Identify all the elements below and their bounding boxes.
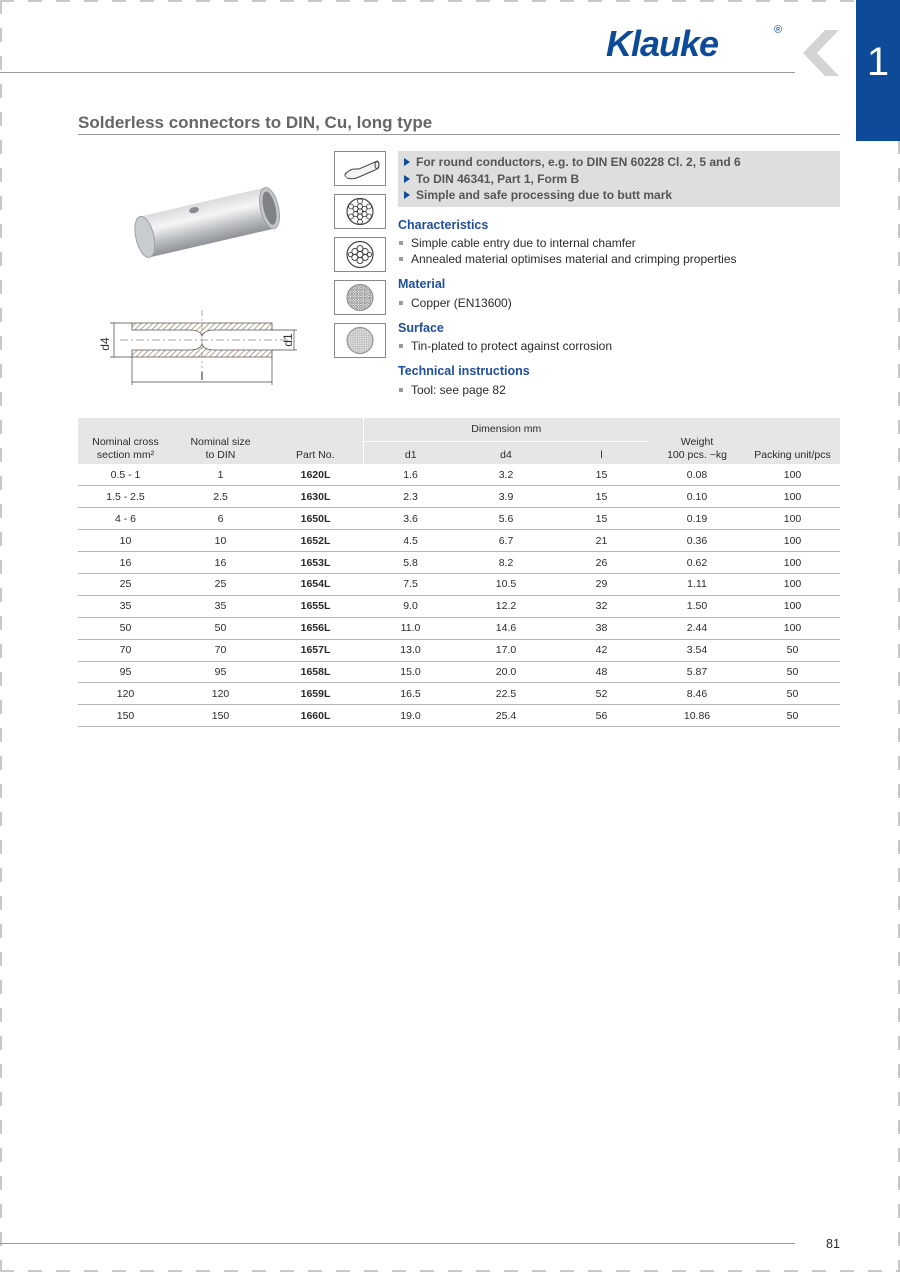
table-cell: 1.5 - 2.5 — [78, 486, 173, 508]
table-row — [78, 661, 840, 683]
table-cell: 0.10 — [649, 486, 745, 508]
table-cell: 70 — [173, 639, 268, 661]
page-number: 81 — [826, 1237, 840, 1251]
surface-heading: Surface — [398, 321, 444, 335]
table-cell: 16 — [173, 552, 268, 574]
table-cell: 150 — [78, 705, 173, 727]
svg-text:Klauke: Klauke — [606, 23, 719, 64]
table-row — [78, 639, 840, 661]
chapter-tab — [856, 0, 900, 141]
table-cell: 1653L — [268, 552, 363, 574]
klauke-logo — [606, 20, 791, 64]
table-cell: 2.3 — [363, 486, 458, 508]
d1-label: d1 — [281, 333, 295, 347]
table-cell: 95 — [173, 661, 268, 683]
feature-list — [398, 151, 840, 207]
table-cell: 20.0 — [458, 661, 554, 683]
header-rule — [0, 72, 795, 73]
table-cell: 100 — [745, 617, 840, 639]
header-l: l — [554, 441, 649, 464]
table-cell: 1.50 — [649, 595, 745, 617]
table-cell: 100 — [745, 508, 840, 530]
table-cell: 21 — [554, 530, 649, 552]
material-item: Copper (EN13600) — [399, 296, 512, 310]
table-cell: 38 — [554, 617, 649, 639]
table-cell: 7.5 — [363, 573, 458, 595]
table-cell: 1.6 — [363, 464, 458, 486]
material-heading: Material — [398, 277, 446, 291]
stranded-conductor-class5-icon — [334, 237, 386, 272]
arrow-right-icon — [404, 158, 410, 166]
table-cell: 8.46 — [649, 683, 745, 705]
table-cell: 4 - 6 — [78, 508, 173, 530]
surface-item: Tin-plated to protect against corrosion — [399, 339, 612, 353]
table-cell: 2.5 — [173, 486, 268, 508]
table-cell: 56 — [554, 705, 649, 727]
table-cell: 6.7 — [458, 530, 554, 552]
table-cell: 5.8 — [363, 552, 458, 574]
header-packing: Packing unit/pcs — [745, 418, 840, 464]
page-title: Solderless connectors to DIN, Cu, long type — [78, 113, 433, 132]
technical-heading: Technical instructions — [398, 364, 530, 378]
table-cell: 5.6 — [458, 508, 554, 530]
table-row — [78, 617, 840, 639]
table-cell: 1650L — [268, 508, 363, 530]
table-cell: 35 — [78, 595, 173, 617]
table-cell: 19.0 — [363, 705, 458, 727]
svg-text:®: ® — [774, 24, 783, 36]
page-border-top — [0, 0, 860, 2]
table-cell: 11.0 — [363, 617, 458, 639]
table-row — [78, 705, 840, 727]
l-label: l — [200, 369, 204, 383]
arrow-right-icon — [404, 191, 410, 199]
table-row — [78, 683, 840, 705]
table-cell: 1659L — [268, 683, 363, 705]
table-cell: 50 — [745, 661, 840, 683]
feature-item: To DIN 46341, Part 1, Form B — [404, 171, 840, 188]
table-cell: 17.0 — [458, 639, 554, 661]
characteristics-item: Simple cable entry due to internal chamfer — [399, 236, 636, 250]
table-cell: 0.62 — [649, 552, 745, 574]
feature-item: Simple and safe processing due to butt mark — [404, 187, 840, 204]
table-cell: 100 — [745, 573, 840, 595]
table-cell: 1655L — [268, 595, 363, 617]
table-cell: 50 — [78, 617, 173, 639]
table-cell: 15 — [554, 464, 649, 486]
table-cell: 1.11 — [649, 573, 745, 595]
table-cell: 25 — [78, 573, 173, 595]
table-cell: 100 — [745, 486, 840, 508]
table-cell: 1654L — [268, 573, 363, 595]
header-d4: d4 — [458, 441, 554, 464]
table-cell: 15 — [554, 508, 649, 530]
table-cell: 5.87 — [649, 661, 745, 683]
dimension-drawing — [92, 310, 307, 390]
table-cell: 9.0 — [363, 595, 458, 617]
table-cell: 100 — [745, 464, 840, 486]
table-cell: 1 — [173, 464, 268, 486]
characteristics-item: Annealed material optimises material and crimping properties — [399, 252, 737, 266]
table-cell: 26 — [554, 552, 649, 574]
table-cell: 0.08 — [649, 464, 745, 486]
table-row — [78, 573, 840, 595]
table-cell: 48 — [554, 661, 649, 683]
table-cell: 3.9 — [458, 486, 554, 508]
table-cell: 35 — [173, 595, 268, 617]
table-row — [78, 464, 840, 486]
arrow-right-icon — [404, 175, 410, 183]
table-cell: 1652L — [268, 530, 363, 552]
chapter-number: 1 — [866, 40, 890, 84]
table-cell: 1657L — [268, 639, 363, 661]
table-cell: 2.44 — [649, 617, 745, 639]
table-cell: 16 — [78, 552, 173, 574]
table-cell: 13.0 — [363, 639, 458, 661]
table-row — [78, 486, 840, 508]
table-cell: 0.19 — [649, 508, 745, 530]
table-cell: 1630L — [268, 486, 363, 508]
table-cell: 1620L — [268, 464, 363, 486]
table-cell: 12.2 — [458, 595, 554, 617]
table-cell: 3.2 — [458, 464, 554, 486]
table-cell: 16.5 — [363, 683, 458, 705]
bullet-icon — [399, 241, 403, 245]
table-cell: 10 — [78, 530, 173, 552]
table-cell: 10.5 — [458, 573, 554, 595]
title-rule — [78, 134, 840, 135]
table-cell: 0.36 — [649, 530, 745, 552]
page-border-left — [0, 0, 2, 1272]
extra-fine-stranded-conductor-icon — [334, 323, 386, 358]
table-row — [78, 508, 840, 530]
table-cell: 8.2 — [458, 552, 554, 574]
table-cell: 6 — [173, 508, 268, 530]
table-cell: 42 — [554, 639, 649, 661]
table-cell: 1656L — [268, 617, 363, 639]
table-cell: 70 — [78, 639, 173, 661]
table-cell: 4.5 — [363, 530, 458, 552]
table-cell: 100 — [745, 595, 840, 617]
specification-table — [78, 418, 840, 727]
table-cell: 25 — [173, 573, 268, 595]
table-cell: 120 — [78, 683, 173, 705]
table-cell: 95 — [78, 661, 173, 683]
table-cell: 25.4 — [458, 705, 554, 727]
table-cell: 50 — [745, 705, 840, 727]
table-cell: 10 — [173, 530, 268, 552]
table-cell: 150 — [173, 705, 268, 727]
table-cell: 0.5 - 1 — [78, 464, 173, 486]
d4-label: d4 — [98, 337, 112, 351]
cable-lug-icon — [334, 151, 386, 186]
table-cell: 32 — [554, 595, 649, 617]
footer-rule — [0, 1243, 795, 1244]
table-cell: 50 — [173, 617, 268, 639]
characteristics-heading: Characteristics — [398, 218, 489, 232]
fine-stranded-conductor-icon — [334, 280, 386, 315]
table-row — [78, 552, 840, 574]
table-cell: 3.54 — [649, 639, 745, 661]
feature-item: For round conductors, e.g. to DIN EN 60228 Cl. 2, 5 and 6 — [404, 154, 840, 171]
table-cell: 120 — [173, 683, 268, 705]
header-nominal-size: Nominal size to DIN — [173, 418, 268, 464]
table-cell: 100 — [745, 530, 840, 552]
chevron-icon — [797, 28, 842, 78]
table-cell: 10.86 — [649, 705, 745, 727]
header-d1: d1 — [363, 441, 458, 464]
table-cell: 15 — [554, 486, 649, 508]
table-cell: 22.5 — [458, 683, 554, 705]
header-part-no: Part No. — [268, 418, 363, 464]
table-cell: 1660L — [268, 705, 363, 727]
table-cell: 52 — [554, 683, 649, 705]
bullet-icon — [399, 257, 403, 261]
bullet-icon — [399, 344, 403, 348]
table-cell: 3.6 — [363, 508, 458, 530]
table-row — [78, 595, 840, 617]
table-cell: 50 — [745, 683, 840, 705]
bullet-icon — [399, 301, 403, 305]
table-cell: 100 — [745, 552, 840, 574]
table-cell: 1658L — [268, 661, 363, 683]
bullet-icon — [399, 388, 403, 392]
technical-item: Tool: see page 82 — [399, 383, 506, 397]
table-cell: 50 — [745, 639, 840, 661]
table-cell: 29 — [554, 573, 649, 595]
header-weight: Weight 100 pcs. ~kg — [649, 418, 745, 464]
table-row — [78, 530, 840, 552]
connector-photo — [125, 180, 285, 265]
header-dimension-group: Dimension mm — [363, 418, 649, 441]
header-cross-section: Nominal cross section mm² — [78, 418, 173, 464]
table-cell: 14.6 — [458, 617, 554, 639]
table-cell: 15.0 — [363, 661, 458, 683]
stranded-conductor-class2-icon — [334, 194, 386, 229]
